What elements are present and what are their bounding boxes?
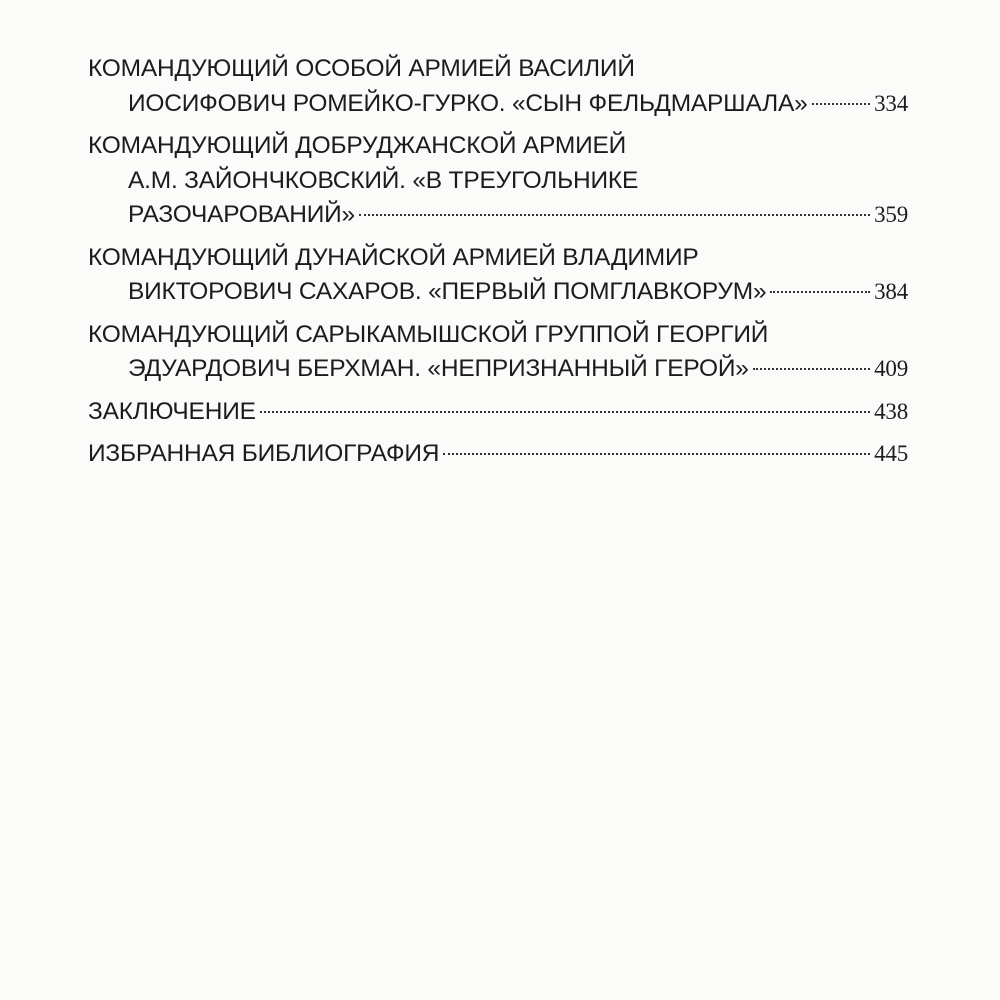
- dot-leader: [260, 411, 870, 413]
- toc-entry-bibliography: [88, 437, 908, 472]
- page-number: 438: [874, 398, 908, 424]
- dot-leader: [443, 453, 870, 455]
- table-of-contents: [88, 52, 908, 472]
- dot-leader: [753, 368, 870, 370]
- toc-entry-title-end: ЗАКЛЮЧЕНИЕ: [88, 397, 256, 425]
- toc-entry-romeiko-gurko: [88, 52, 908, 121]
- toc-entry-last-line: [88, 87, 908, 122]
- page-number: 334: [874, 90, 908, 116]
- toc-entry-title-line: КОМАНДУЮЩИЙ САРЫКАМЫШСКОЙ ГРУППОЙ ГЕОРГИЙ: [88, 320, 769, 348]
- toc-entry-last-line: [88, 198, 908, 233]
- toc-entry-title-line: КОМАНДУЮЩИЙ ДОБРУДЖАНСКОЙ АРМИЕЙ: [88, 132, 627, 159]
- page-number: 445: [874, 441, 908, 466]
- page-number: 359: [874, 202, 908, 227]
- toc-entry-last-line: [88, 352, 908, 387]
- toc-entry-title-line: КОМАНДУЮЩИЙ ДУНАЙСКОЙ АРМИЕЙ ВЛАДИМИР: [88, 243, 699, 271]
- toc-entry-last-line: [88, 437, 908, 472]
- dot-leader: [812, 103, 871, 105]
- toc-entry-title-end: ЭДУАРДОВИЧ БЕРХМАН. «НЕПРИЗНАННЫЙ ГЕРОЙ»: [128, 355, 749, 382]
- toc-entry-title-end: РАЗОЧАРОВАНИЙ»: [128, 201, 355, 228]
- toc-entry-title-end: ИЗБРАННАЯ БИБЛИОГРАФИЯ: [88, 440, 440, 467]
- toc-entry-last-line: [88, 275, 908, 310]
- toc-entry-title-line: КОМАНДУЮЩИЙ ОСОБОЙ АРМИЕЙ ВАСИЛИЙ: [88, 55, 635, 82]
- toc-entry-title-end: ИОСИФОВИЧ РОМЕЙКО-ГУРКО. «СЫН ФЕЛЬДМАРШАЛА»: [128, 89, 808, 117]
- page-number: 409: [874, 356, 908, 381]
- dot-leader: [359, 214, 870, 216]
- toc-entry-last-line: [88, 395, 908, 430]
- toc-entry-conclusion: [88, 395, 908, 430]
- page-number: 384: [874, 279, 908, 304]
- toc-entry-title-end: ВИКТОРОВИЧ САХАРОВ. «ПЕРВЫЙ ПОМГЛАВКОРУМ»: [128, 278, 767, 305]
- toc-entry-berkhman: [88, 318, 908, 387]
- toc-entry-title-line: А.М. ЗАЙОНЧКОВСКИЙ. «В ТРЕУГОЛЬНИКЕ: [128, 166, 639, 194]
- toc-entry-sakharov: [88, 241, 908, 310]
- dot-leader: [770, 291, 870, 293]
- toc-entry-zaionchkovsky: [88, 129, 908, 233]
